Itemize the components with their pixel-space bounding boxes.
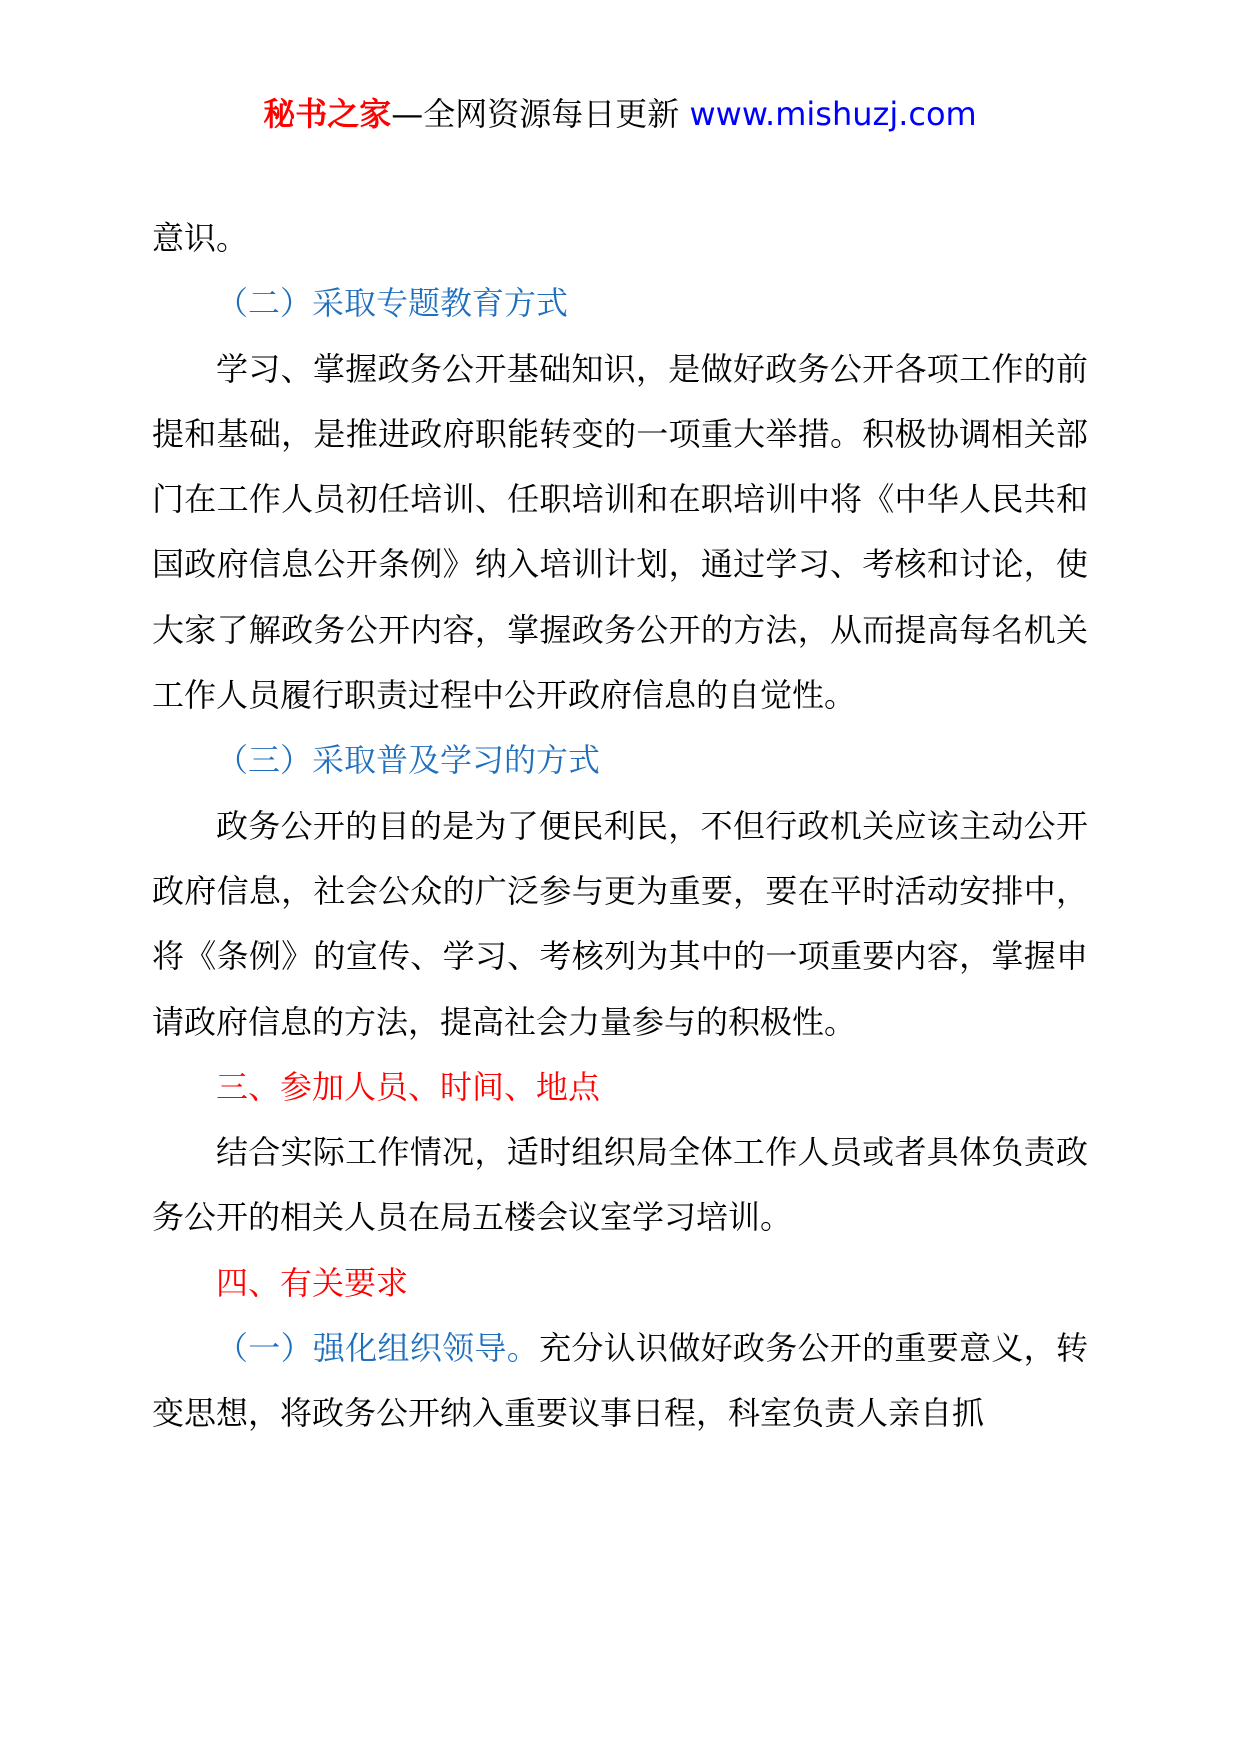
paragraph-organization	[152, 1316, 1088, 1447]
heading-section-3: 三、参加人员、时间、地点	[216, 1067, 601, 1106]
subheading-2-3: （三）采取普及学习的方式	[216, 741, 601, 780]
subheading-2-2: （二）采取专题教育方式	[216, 284, 569, 323]
paragraph-topic-education: 学习、掌握政务公开基础知识，是做好政务公开各项工作的前提和基础，是推进政府职能转变的一项重大举措。积极协调相关部门在工作人员初任培训、任职培训和在职培训中将《中华人民共和国政府信息公开条例》纳入培训计划，通过学习、考核和讨论，使大家了解政务公开内容，掌握政务公开的方法，从而提高每名机关工作人员履行职责过程中公开政府信息的自觉性。	[152, 349, 1088, 715]
brand-name: 秘书之家	[263, 95, 392, 133]
site-header	[0, 92, 1240, 136]
paragraph-continuation: 意识。	[152, 219, 249, 257]
document-body	[152, 206, 1088, 1447]
paragraph-participants: 结合实际工作情况，适时组织局全体工作人员或者具体负责政务公开的相关人员在局五楼会议室学习培训。	[152, 1133, 1088, 1237]
heading-section-4: 四、有关要求	[216, 1263, 409, 1302]
subheading-4-1: （一）强化组织领导。	[216, 1329, 540, 1368]
paragraph-popular-learning: 政务公开的目的是为了便民利民，不但行政机关应该主动公开政府信息，社会公众的广泛参与更为重要，要在平时活动安排中，将《条例》的宣传、学习、考核列为其中的一项重要内容，掌握申请政府信息的方法，提高社会力量参与的积极性。	[152, 806, 1088, 1041]
paragraph-organization-text: 充分认识做好政务公开的重要意义，转变思想，将政务公开纳入重要议事日程，科室负责人亲自抓	[152, 1329, 1088, 1433]
site-url-link[interactable]: www.mishuzj.com	[689, 95, 977, 133]
header-slogan: —全网资源每日更新	[391, 95, 680, 133]
